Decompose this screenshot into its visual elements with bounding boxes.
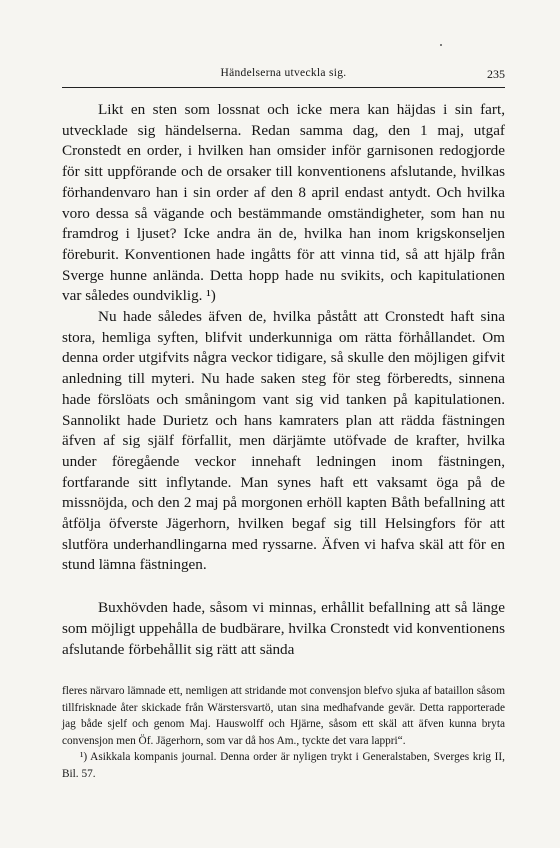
paragraph: Nu hade således äfven de, hvilka påstått att Cronstedt haft sina stora, hemliga syften, blifvit underkunniga om rätta förhållandet. Om denna order utgifvits några veckor tidigare, så skulle den möjligen gifvit anledning till myteri. Nu hade saken steg för steg förberedts, sinnena hade förslöats och småningom vant sig vid tanken på kapitulationen. Sannolikt hade Durietz och hans kamraters plan att rädda fästningen äfven af sig själf förfallit, men därjämte utöfvade de krafter, hvilka under föregående veckor innehaft ledningen inom fästningen, fortfarande sitt inflytande. Man synes haft ett vaksamt öga på de missnöjda, och den 2 maj på morgonen erhöll kapten Båth befallning att åtfölja öfverste Jägerhorn, hvilken begaf sig till Helsingfors för att slutföra underhandlingarna med ryssarne. Äfven vi hafva skäl att för en stund lämna fästningen. bbox=[62, 308, 505, 574]
page-header bbox=[62, 67, 505, 88]
paragraph: Likt en sten som lossnat och icke mera kan häjdas i sin fart, utvecklade sig händelserna. Redan samma dag, den 1 maj, utgaf Cronstedt en order, i hvilken han omsider inför garnisonen redogjorde för sitt uppförande och de orsaker till konventionens afslutande, hvilkas förhandenvaro han i sin order af den 8 april endast antydt. Och hvilka voro dessa så vägande och bestämmande omständigheter, som han nu framdrog i ljuset? Icke andra än de, hvilka han inom krigskonseljen föreburit. Konventionen hade ingåtts för att vinna tid, så att hjälp från Sverge hunne anlända. Detta hopp hade nu svikits, och kapitulationen var således oundviklig. ¹) bbox=[62, 101, 505, 305]
print-speck bbox=[440, 44, 442, 46]
page-number: 235 bbox=[487, 67, 505, 81]
body-text bbox=[62, 100, 505, 660]
footnote-1: ¹) Asikkala kompanis journal. Denna order är nyligen trykt i Generalstaben, Sverges krig II, Bil. 57. bbox=[62, 751, 505, 780]
section-gap bbox=[62, 576, 505, 598]
running-title: Händelserna utveckla sig. bbox=[220, 67, 347, 79]
paragraph: Buxhövden hade, såsom vi minnas, erhållit befallning att så länge som möjligt uppehålla de budbärare, hvilka Cronstedt vid konventionens afslutande förbehållit sig rätt att sända bbox=[62, 599, 505, 658]
footnotes bbox=[62, 683, 505, 783]
footnote-continuation: fleres närvaro lämnade ett, nemligen att stridande mot convensjon blefvo sjuka af bataillon såsom tillfrisknade åter skickade från Wärstersvartö, utan sina medhafvande gevär. Detta rapporterade jag både sjelf och genom Maj. Hauswolff och Hjärne, såsom ett skäl att äfven kunna bryta convensjon men Öf. Jägerhorn, som var då hos Am., tyckte det vara lappri“. bbox=[62, 685, 505, 747]
